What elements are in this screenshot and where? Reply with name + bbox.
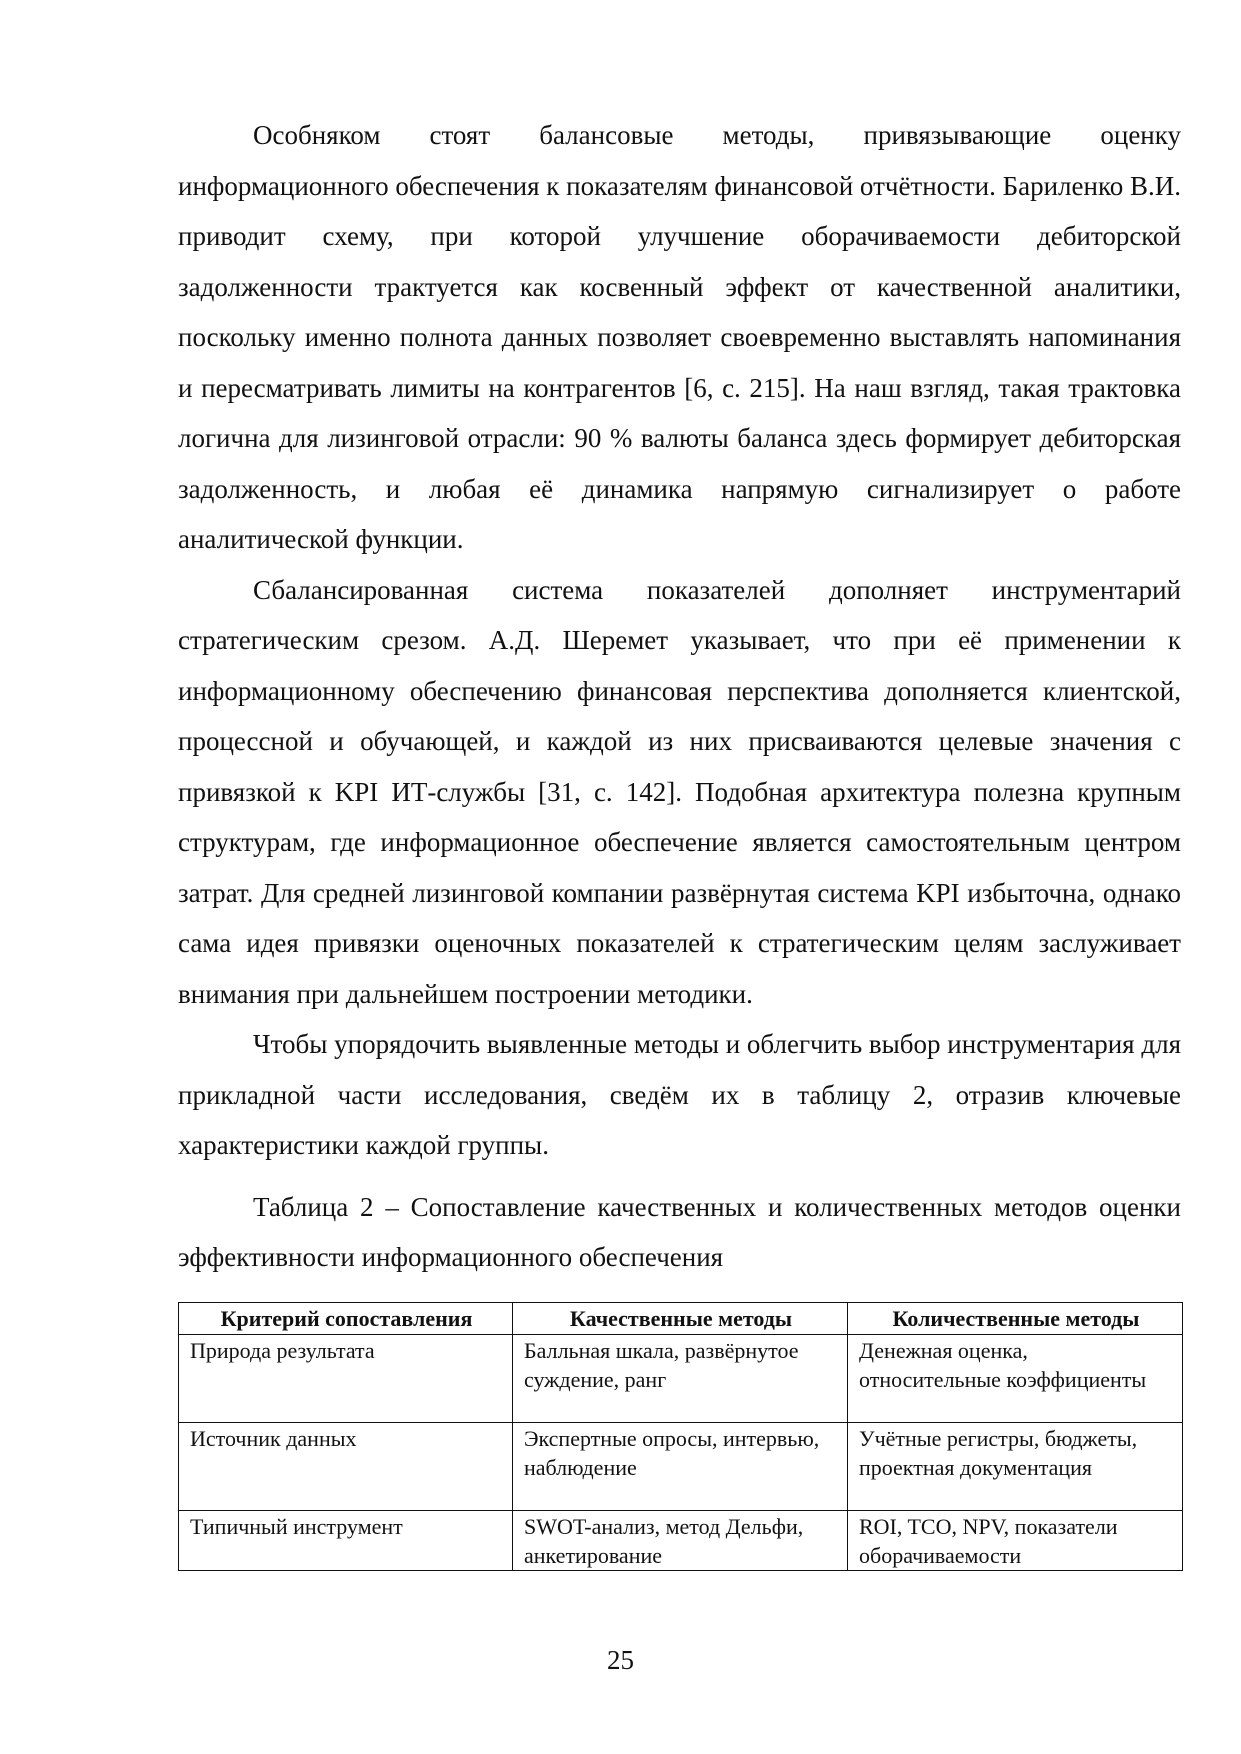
paragraph-table-intro: Чтобы упорядочить выявленные методы и облегчить выбор инструментария для прикладной части исследования, сведём их в таблицу 2, отразив ключевые характеристики каждой группы. [178, 1029, 1181, 1160]
table-header-quantitative: Количественные методы [848, 1302, 1183, 1334]
table-cell-qualitative: SWOT-анализ, метод Дельфи, анкетирование [513, 1510, 848, 1570]
paragraph-balanced-scorecard: Сбалансированная система показателей дополняет инструментарий стратегическим срезом. А.Д. Шеремет указывает, что при её применении к информационному обеспечению финансовая перспектива дополняется клиентской, процессной и обучающей, и каждой из них присваиваются целевые значения с привязкой к KPI ИТ-службы [31, с. 142]. Подобная архитектура полезна крупным структурам, где информационное обеспечение является самостоятельным центром затрат. Для средней лизинговой компании развёрнутая система KPI избыточна, однако сама идея привязки оценочных показателей к стратегическим целям заслуживает внимания при дальнейшем построении методики. [178, 574, 1181, 1009]
table-header-row [179, 1302, 1183, 1334]
table-row [179, 1422, 1183, 1510]
table-cell-quantitative: ROI, TCO, NPV, показатели оборачиваемости [848, 1510, 1183, 1570]
table-header-criterion: Критерий сопоставления [179, 1302, 513, 1334]
table-cell-criterion: Источник данных [179, 1422, 513, 1510]
table-cell-criterion: Типичный инструмент [179, 1510, 513, 1570]
table-cell-quantitative: Денежная оценка, относительные коэффициенты [848, 1334, 1183, 1422]
page-number: 25 [607, 1645, 634, 1675]
table-cell-quantitative: Учётные регистры, бюджеты, проектная документация [848, 1422, 1183, 1510]
table-cell-qualitative: Экспертные опросы, интервью, наблюдение [513, 1422, 848, 1510]
table-cell-criterion: Природа результата [179, 1334, 513, 1422]
table-cell-qualitative: Балльная шкала, развёрнутое суждение, ранг [513, 1334, 848, 1422]
table-header-qualitative: Качественные методы [513, 1302, 848, 1334]
comparison-table [178, 1302, 1183, 1571]
paragraph-balance-methods: Особняком стоят балансовые методы, привязывающие оценку информационного обеспечения к показателям финансовой отчётности. Бариленко В.И. приводит схему, при которой улучшение оборачиваемости дебиторской задолженности трактуется как косвенный эффект от качественной аналитики, поскольку именно полнота данных позволяет своевременно выставлять напоминания и пересматривать лимиты на контрагентов [6, с. 215]. На наш взгляд, такая трактовка логична для лизинговой отрасли: 90 % валюты баланса здесь формирует дебиторская задолженность, и любая её динамика напрямую сигнализирует о работе аналитической функции. [178, 120, 1181, 554]
table-caption: Таблица 2 – Сопоставление качественных и количественных методов оценки эффективности информационного обеспечения [178, 1191, 1181, 1272]
table-row [179, 1510, 1183, 1570]
document-page [178, 110, 1181, 1571]
table-row [179, 1334, 1183, 1422]
